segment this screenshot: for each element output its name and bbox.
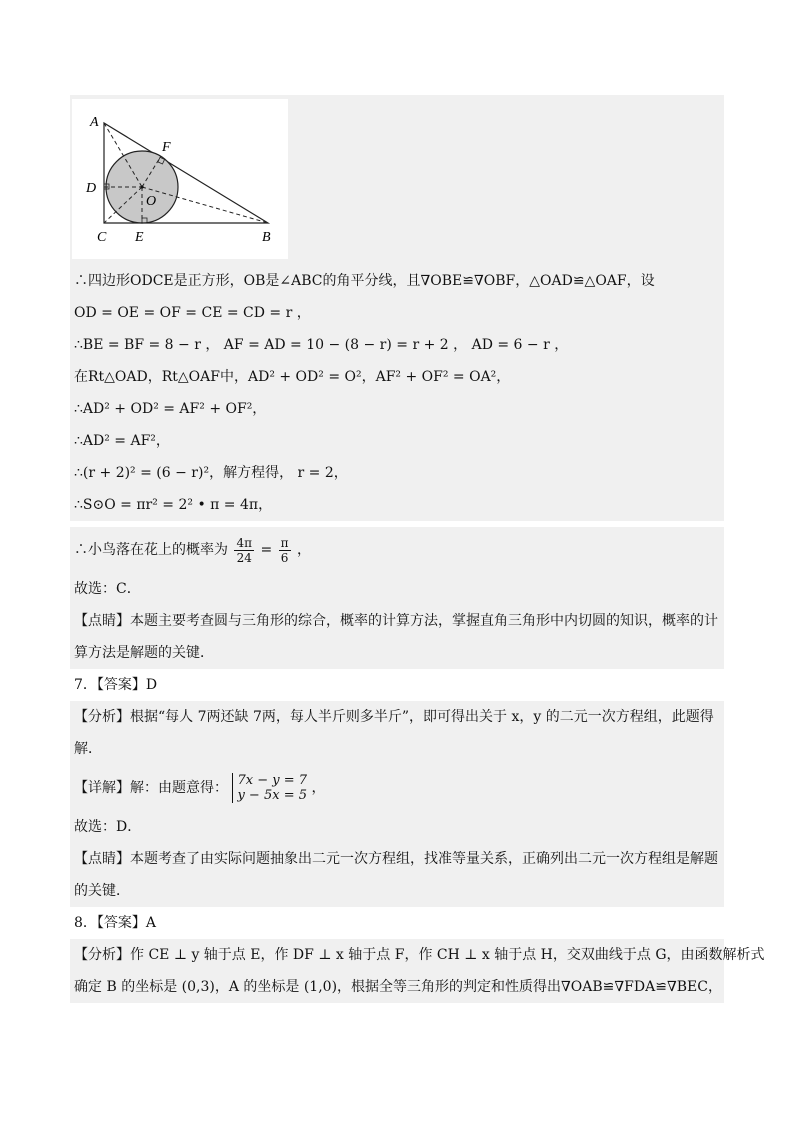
text-line-6: ∴AD² = AF²， [70,425,724,457]
equation-2: y − 5x = 5 [237,788,307,803]
label-f: F [162,140,171,155]
triangle-incircle-diagram [72,99,288,259]
label-d: D [86,181,97,196]
fraction-pi-6 [279,536,291,565]
text-line-8: ∴S⊙O = πr² = 2² • π = 4π， [70,489,724,521]
label-o: O [146,194,157,209]
detail-prefix: 【详解】解：由题意得： [74,780,228,796]
text-line-9 [70,527,724,573]
fraction-4pi-24 [234,536,254,565]
text-line-22: 确定 B 的坐标是 (0,3)，A 的坐标是 (1,0)，根据全等三角形的判定和性质得出∇OAB≌∇FDA≌∇BEC， [70,971,724,1003]
fraction-denominator: 6 [280,550,289,565]
label-b: B [262,230,271,245]
text-line-4: 在Rt△OAD，Rt△OAF中，AD² + OD² = O²，AF² + OF² = OA²， [70,361,724,393]
text-line-18: 【点睛】本题考查了由实际问题抽象出二元一次方程组，找准等量关系，正确列出二元一次方程组是解题 [70,843,724,875]
label-a: A [90,115,99,130]
text-line-21: 【分析】作 CE ⊥ y 轴于点 E，作 DF ⊥ x 轴于点 F，作 CH ⊥ x 轴于点 H，交双曲线于点 G，由函数解析式 [70,939,724,971]
probability-suffix: ， [296,542,311,558]
text-line-14: 【分析】根据“每人 7两还缺 7两，每人半斤则多半斤”，即可得出关于 x，y 的二元一次方程组，此题得 [70,701,724,733]
equation-1: 7x − y = 7 [237,773,307,788]
figure-row [70,95,724,265]
fraction-numerator: 4π [236,535,252,550]
text-line-11: 【点睛】本题主要考查圆与三角形的综合，概率的计算方法，掌握直角三角形中内切圆的知识，概率的计 [70,605,724,637]
geometry-figure [72,99,288,259]
equation-system [232,773,307,803]
label-e: E [135,230,144,245]
label-c: C [97,230,107,245]
text-line-7: ∴(r + 2)² = (6 − r)²，解方程得， r = 2， [70,457,724,489]
text-line-5: ∴AD² + OD² = AF² + OF²， [70,393,724,425]
fraction-numerator: π [280,535,289,550]
center-point [140,185,143,188]
equals-sign: = [260,542,273,558]
text-line-17: 故选：D． [70,811,724,843]
text-line-1: ∴四边形ODCE是正方形，OB是∠ABC的角平分线，且∇OBE≌∇OBF，△OAD≌△OAF，设 [70,265,724,297]
answer-8-line: 8．【答案】A [70,907,724,939]
probability-prefix: ∴小鸟落在花上的概率为 [74,542,228,558]
answer-7-line: 7．【答案】D [70,669,724,701]
text-line-3: ∴BE = BF = 8 − r ， AF = AD = 10 − (8 − r) = r + 2 ， AD = 6 − r ， [70,329,724,361]
text-line-10: 故选：C． [70,573,724,605]
text-line-12: 算方法是解题的关键． [70,637,724,669]
text-line-19: 的关键． [70,875,724,907]
text-line-2: OD = OE = OF = CE = CD = r ， [70,297,724,329]
text-line-15: 解． [70,733,724,765]
fraction-denominator: 24 [236,550,252,565]
text-line-16 [70,765,724,811]
detail-suffix: ， [311,780,326,796]
